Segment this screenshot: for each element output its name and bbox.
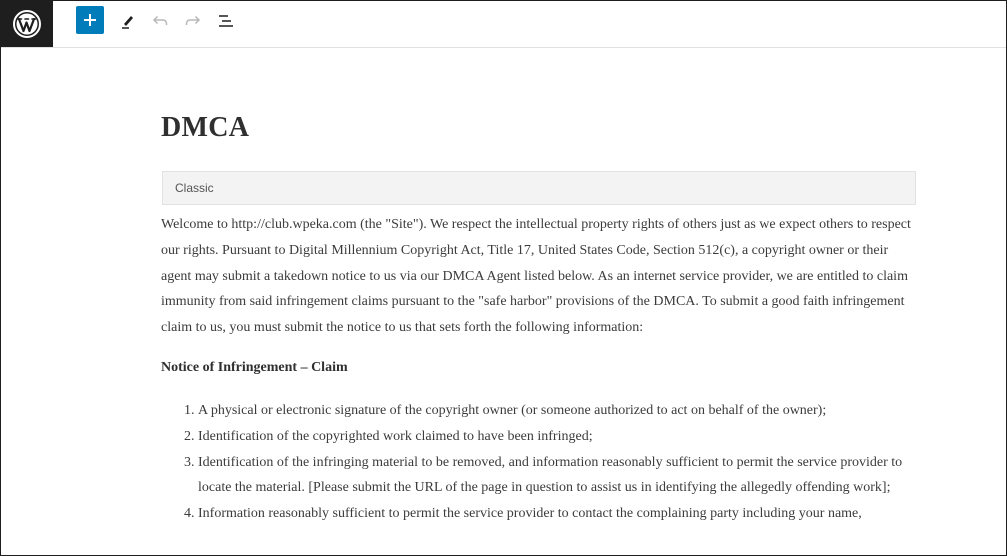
undo-button[interactable] bbox=[146, 7, 174, 35]
tools-button[interactable] bbox=[114, 7, 142, 35]
list-view-button[interactable] bbox=[212, 7, 240, 35]
wordpress-logo-icon bbox=[12, 9, 42, 39]
add-block-button[interactable] bbox=[76, 6, 104, 34]
redo-icon bbox=[184, 13, 202, 29]
list-item[interactable]: 2. Identification of the copyrighted work claimed to have been infringed; bbox=[198, 424, 921, 450]
list-item[interactable]: 4. Information reasonably sufficient to permit the service provider to contact the complaining party including your name, bbox=[198, 501, 921, 527]
wordpress-logo-button[interactable] bbox=[1, 1, 53, 47]
editor-canvas bbox=[1, 48, 1006, 555]
pencil-icon bbox=[120, 13, 136, 29]
classic-block-label: Classic bbox=[175, 181, 214, 195]
intro-paragraph[interactable]: Welcome to http://club.wpeka.com (the "Site"). We respect the intellectual property rights of others just as we expect others to respect our rights. Pursuant to Digital Millennium Copyright Act, Title 17, United States Code, Section 512(c), a copyright owner or their agent may submit a takedown notice to us via our DMCA Agent listed below. As an internet service provider, we are entitled to claim immunity from said infringement claims pursuant to the "safe harbor" provisions of the DMCA. To submit a good faith infringement claim to us, you must submit the notice to us that sets forth the following information: bbox=[161, 217, 911, 336]
list-item[interactable]: 3. Identification of the infringing material to be removed, and information reasonably sufficient to permit the service provider to locate the material. [Please submit the URL of the page in question to assist us in identifying the allegedly offending work]; bbox=[198, 450, 921, 502]
redo-button[interactable] bbox=[179, 7, 207, 35]
list-item[interactable]: 1. A physical or electronic signature of the copyright owner (or someone authorized to act on behalf of the owner); bbox=[198, 398, 921, 424]
notice-heading[interactable]: Notice of Infringement – Claim bbox=[161, 360, 348, 375]
undo-icon bbox=[151, 13, 169, 29]
list-view-icon bbox=[217, 13, 235, 29]
classic-block-toolbar[interactable] bbox=[162, 171, 916, 205]
plus-icon bbox=[83, 13, 97, 27]
requirements-list bbox=[161, 398, 921, 527]
editor-toolbar bbox=[1, 1, 1006, 48]
post-title[interactable]: DMCA bbox=[161, 112, 250, 143]
